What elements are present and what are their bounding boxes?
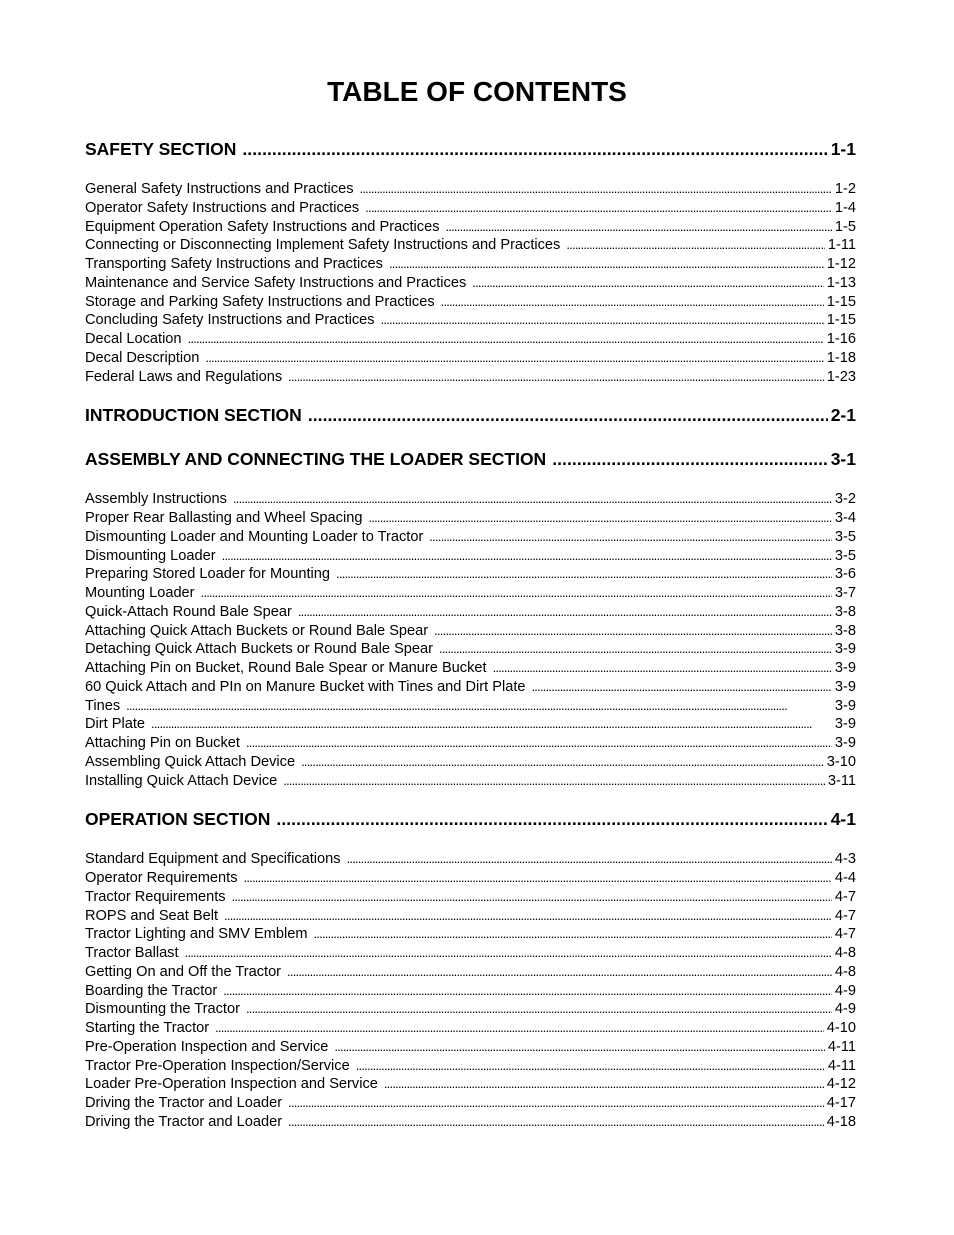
toc-entry[interactable] xyxy=(85,546,856,565)
toc-entry[interactable] xyxy=(85,981,856,1000)
toc-entry-page-number: 3-9 xyxy=(834,716,856,733)
toc-entry-page-number: 4-18 xyxy=(826,1113,856,1130)
toc-entry[interactable] xyxy=(85,639,856,658)
dot-leader xyxy=(446,217,832,236)
toc-section-entry[interactable] xyxy=(85,807,856,831)
toc-entry[interactable] xyxy=(85,752,856,771)
toc-entry-label: ROPS and Seat Belt xyxy=(85,907,219,924)
toc-entry-page-number: 3-11 xyxy=(827,772,856,789)
toc-entry-label: Loader Pre-Operation Inspection and Service xyxy=(85,1076,378,1093)
dot-leader xyxy=(246,999,832,1018)
toc-entry-page-number: 4-17 xyxy=(826,1095,856,1111)
toc-entry-label: Attaching Pin on Bucket xyxy=(85,735,240,751)
toc-entry-page-number: 4-10 xyxy=(826,1020,856,1036)
toc-entry-page-number: 2-1 xyxy=(830,405,856,426)
dot-leader xyxy=(188,329,824,348)
dot-leader xyxy=(368,508,831,527)
toc-entry-label: 60 Quick Attach and PIn on Manure Bucket with Tines and Dirt Plate xyxy=(85,678,526,695)
dot-leader xyxy=(336,564,832,583)
toc-entry[interactable] xyxy=(85,329,856,348)
toc-entry[interactable] xyxy=(85,999,856,1018)
toc-entry-label: Getting On and Off the Tractor xyxy=(85,963,282,980)
toc-entry[interactable] xyxy=(85,273,856,292)
toc-entry-page-number: 4-7 xyxy=(834,888,856,905)
toc-entry[interactable] xyxy=(85,564,856,583)
toc-entry[interactable] xyxy=(85,677,856,696)
toc-entry-page-number: 1-13 xyxy=(826,274,856,291)
toc-entry[interactable] xyxy=(85,348,856,367)
dot-leader xyxy=(439,639,832,658)
dot-leader xyxy=(360,179,832,198)
dot-leader xyxy=(223,981,832,1000)
dot-leader xyxy=(232,887,832,906)
dot-leader xyxy=(244,868,832,887)
dot-leader xyxy=(429,527,832,546)
toc-entry-page-number: 4-7 xyxy=(834,907,856,924)
dot-leader xyxy=(222,546,832,565)
toc-entry[interactable] xyxy=(85,508,856,527)
toc-entry-label: Boarding the Tractor xyxy=(85,982,218,999)
toc-entry-page-number: 1-5 xyxy=(834,218,856,235)
toc-entry-page-number: 1-15 xyxy=(826,293,856,310)
toc-entry-page-number: 1-2 xyxy=(834,181,856,197)
toc-entry-label: Dismounting the Tractor xyxy=(85,1001,240,1018)
toc-entry-page-number: 3-9 xyxy=(834,660,856,676)
toc-entry-page-number: 1-4 xyxy=(834,199,856,216)
dot-leader xyxy=(233,489,832,508)
toc-entry-page-number: 3-9 xyxy=(834,678,856,695)
toc-entry-label: Quick-Attach Round Bale Spear xyxy=(85,603,292,620)
toc-entry-page-number: 3-1 xyxy=(830,449,856,470)
dot-leader xyxy=(242,137,827,161)
toc-entry-label: Tractor Ballast xyxy=(85,945,179,961)
toc-entry[interactable] xyxy=(85,179,856,198)
toc-entry-label: SAFETY SECTION xyxy=(85,139,237,159)
dot-leader xyxy=(314,924,832,943)
toc-entry-page-number: 4-9 xyxy=(834,982,856,999)
toc-entry-label: Dismounting Loader and Mounting Loader to Tractor xyxy=(85,528,424,545)
toc-entry-label: Driving the Tractor and Loader xyxy=(85,1095,283,1111)
dot-leader xyxy=(215,1018,824,1037)
toc-entry-label: Assembling Quick Attach Device xyxy=(85,753,296,770)
toc-entry[interactable] xyxy=(85,1112,856,1131)
toc-entry[interactable] xyxy=(85,906,856,925)
toc-entry[interactable] xyxy=(85,489,856,508)
toc-entry[interactable] xyxy=(85,1056,856,1075)
toc-entry-page-number: 1-12 xyxy=(826,256,856,272)
dot-leader xyxy=(283,771,825,790)
dot-leader xyxy=(434,621,832,640)
toc-entry-page-number: 1-15 xyxy=(826,312,856,329)
toc-entry-label: Transporting Safety Instructions and Practices xyxy=(85,256,383,272)
toc-entry-page-number: 3-9 xyxy=(834,735,856,751)
toc-entry[interactable] xyxy=(85,1018,856,1037)
toc-entry[interactable] xyxy=(85,1093,856,1112)
toc-entry-label: Connecting or Disconnecting Implement Safety Instructions and Practices xyxy=(85,237,561,254)
dot-leader xyxy=(205,348,823,367)
toc-entry[interactable] xyxy=(85,696,856,715)
dot-leader xyxy=(276,807,827,831)
toc-entry-label: Proper Rear Ballasting and Wheel Spacing xyxy=(85,510,363,526)
toc-entry-page-number: 4-12 xyxy=(826,1076,856,1093)
toc-entry-page-number: 1-16 xyxy=(826,331,856,347)
toc-entry[interactable] xyxy=(85,1074,856,1093)
dot-leader xyxy=(126,696,832,715)
toc-entry-label: Tines xyxy=(85,697,121,714)
toc-entry[interactable] xyxy=(85,771,856,790)
dot-leader xyxy=(201,583,832,602)
toc-entry-page-number: 3-2 xyxy=(834,491,856,508)
toc-section-entry[interactable] xyxy=(85,137,856,161)
toc-entry-label: Decal Description xyxy=(85,349,200,366)
toc-entry[interactable] xyxy=(85,943,856,962)
dot-leader xyxy=(356,1056,825,1075)
toc-entry-label: Federal Laws and Regulations xyxy=(85,368,283,385)
toc-entry-label: Tractor Requirements xyxy=(85,888,226,905)
dot-leader xyxy=(246,733,832,752)
toc-entry-label: Storage and Parking Safety Instructions and Practices xyxy=(85,293,435,310)
toc-entry-label: Installing Quick Attach Device xyxy=(85,772,278,789)
toc-entry-page-number: 4-9 xyxy=(834,1001,856,1018)
toc-entry-page-number: 4-1 xyxy=(830,809,856,830)
dot-leader xyxy=(308,403,828,427)
toc-entry-label: Starting the Tractor xyxy=(85,1020,210,1036)
toc-entry[interactable] xyxy=(85,310,856,329)
toc-entry-page-number: 1-11 xyxy=(827,237,856,254)
dot-leader xyxy=(301,752,824,771)
dot-leader xyxy=(472,273,824,292)
toc-entry-page-number: 3-6 xyxy=(834,566,856,583)
toc-entry-label: Driving the Tractor and Loader xyxy=(85,1113,283,1130)
dot-leader xyxy=(566,235,825,254)
toc-entry-page-number: 3-8 xyxy=(834,622,856,639)
toc-entry[interactable] xyxy=(85,602,856,621)
dot-leader xyxy=(441,292,824,311)
toc-entry-label: General Safety Instructions and Practices xyxy=(85,181,354,197)
toc-entry[interactable] xyxy=(85,254,856,273)
toc-entry-label: Attaching Quick Attach Buckets or Round Bale Spear xyxy=(85,622,429,639)
toc-entry[interactable] xyxy=(85,235,856,254)
dot-leader xyxy=(298,602,832,621)
toc-entry-page-number: 3-4 xyxy=(834,510,856,526)
toc-entry-page-number: 4-4 xyxy=(834,870,856,886)
toc-section-entry[interactable] xyxy=(85,403,856,427)
toc-entry-page-number: 3-8 xyxy=(834,603,856,620)
toc-entry[interactable] xyxy=(85,292,856,311)
toc-entry-page-number: 3-5 xyxy=(834,547,856,564)
toc-entry-page-number: 1-18 xyxy=(826,349,856,366)
toc-entry[interactable] xyxy=(85,367,856,386)
dot-leader xyxy=(185,943,832,962)
toc-entry-label: Operator Safety Instructions and Practices xyxy=(85,199,360,216)
toc-entry-label: Decal Location xyxy=(85,331,182,347)
toc-entry-label: Standard Equipment and Specifications xyxy=(85,851,341,868)
toc-entry[interactable] xyxy=(85,658,856,677)
toc-entry-label: Mounting Loader xyxy=(85,585,195,601)
dot-leader xyxy=(151,714,832,733)
toc-section-entry[interactable] xyxy=(85,447,856,471)
dot-leader xyxy=(224,906,832,925)
toc-entry-page-number: 3-5 xyxy=(834,528,856,545)
dot-leader xyxy=(531,677,831,696)
dot-leader xyxy=(288,1112,824,1131)
toc-entry-label: OPERATION SECTION xyxy=(85,809,271,830)
toc-entry-label: Attaching Pin on Bucket, Round Bale Spear or Manure Bucket xyxy=(85,660,487,676)
toc-entry-label: Dirt Plate xyxy=(85,716,146,733)
dot-leader xyxy=(334,1037,824,1056)
toc-entry-label: Detaching Quick Attach Buckets or Round Bale Spear xyxy=(85,641,434,658)
toc-entry-label: INTRODUCTION SECTION xyxy=(85,405,302,426)
toc-entry-page-number: 4-11 xyxy=(827,1038,856,1055)
toc-entry[interactable] xyxy=(85,924,856,943)
toc-entry-page-number: 3-9 xyxy=(834,697,856,714)
toc-entry[interactable] xyxy=(85,527,856,546)
page-title: TABLE OF CONTENTS xyxy=(327,76,627,107)
toc-entry[interactable] xyxy=(85,868,856,887)
toc-entry[interactable] xyxy=(85,621,856,640)
dot-leader xyxy=(381,310,824,329)
toc-entry-label: Operator Requirements xyxy=(85,870,238,886)
dot-leader xyxy=(493,658,832,677)
toc-entry-label: Concluding Safety Instructions and Practices xyxy=(85,312,375,329)
toc-entry[interactable] xyxy=(85,887,856,906)
toc-entry-label: Dismounting Loader xyxy=(85,547,216,564)
toc-entry-page-number: 4-8 xyxy=(834,963,856,980)
toc-entry-page-number: 3-10 xyxy=(826,753,856,770)
toc-entry[interactable] xyxy=(85,714,856,733)
toc-entry-label: Assembly Instructions xyxy=(85,491,227,508)
dot-leader xyxy=(552,447,828,471)
dot-leader xyxy=(287,962,832,981)
dot-leader xyxy=(365,198,832,217)
toc-entry-page-number: 3-9 xyxy=(834,641,856,658)
toc-entry-label: Preparing Stored Loader for Mounting xyxy=(85,566,331,583)
toc-entry[interactable] xyxy=(85,217,856,236)
toc-entry-label: Tractor Lighting and SMV Emblem xyxy=(85,926,308,943)
toc-entry-label: Equipment Operation Safety Instructions and Practices xyxy=(85,218,440,235)
dot-leader xyxy=(347,849,832,868)
dot-leader xyxy=(288,367,824,386)
toc-entry-page-number: 1-1 xyxy=(830,139,856,159)
toc-entry-page-number: 4-8 xyxy=(834,945,856,961)
dot-leader xyxy=(384,1074,824,1093)
toc-entry-page-number: 4-7 xyxy=(834,926,856,943)
toc-entry-label: ASSEMBLY AND CONNECTING THE LOADER SECTION xyxy=(85,449,547,470)
toc-entry[interactable] xyxy=(85,583,856,602)
toc-entry[interactable] xyxy=(85,1037,856,1056)
toc-entry-page-number: 4-11 xyxy=(827,1057,856,1074)
dot-leader xyxy=(389,254,824,273)
toc-entry-page-number: 1-23 xyxy=(826,368,856,385)
dot-leader xyxy=(288,1093,824,1112)
toc-entry-page-number: 3-7 xyxy=(834,585,856,601)
toc-entry-page-number: 4-3 xyxy=(834,851,856,868)
toc-entry-label: Tractor Pre-Operation Inspection/Service xyxy=(85,1057,350,1074)
toc-entry[interactable] xyxy=(85,733,856,752)
toc-entry-label: Maintenance and Service Safety Instructions and Practices xyxy=(85,274,467,291)
toc-entry[interactable] xyxy=(85,849,856,868)
toc-entry-label: Pre-Operation Inspection and Service xyxy=(85,1038,329,1055)
toc-entry[interactable] xyxy=(85,962,856,981)
toc-entry[interactable] xyxy=(85,198,856,217)
